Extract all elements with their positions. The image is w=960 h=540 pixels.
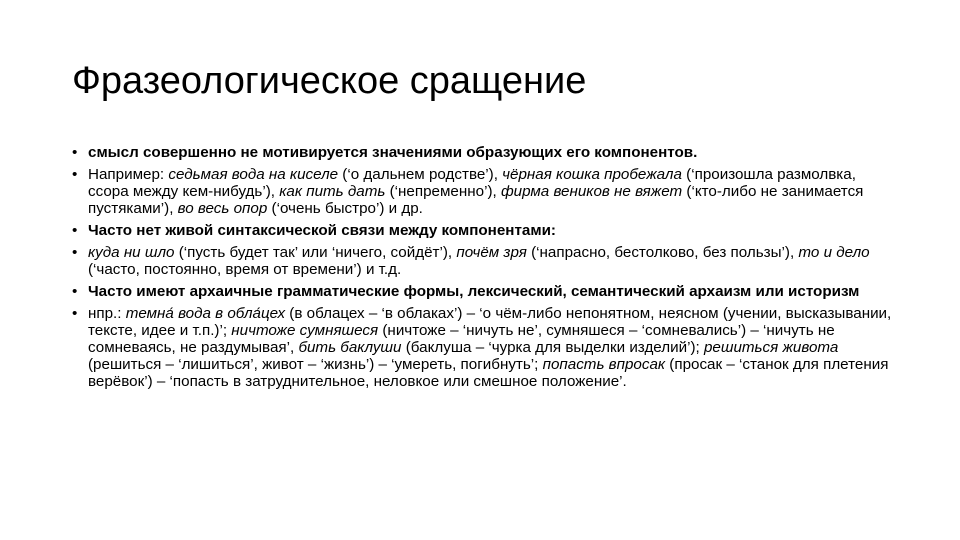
idiom-text: темна́ вода в обла́цех xyxy=(125,305,286,322)
bullet-text: (‘произошла размолвка, ссора между кем-нибудь’), xyxy=(88,166,856,200)
bullet-text: (‘кто-либо не занимается пустяками’), xyxy=(88,183,864,217)
bullet-item xyxy=(72,305,892,390)
bullet-text: (‘напрасно, бестолково, без пользы’), xyxy=(526,244,799,261)
bullet-text: (‘часто, постоянно, время от времени’) и т.д. xyxy=(88,261,402,278)
bullet-text: (решиться – ‘лишиться’, живот – ‘жизнь’) – ‘умереть, погибнуть’; xyxy=(88,356,543,373)
idiom-text: куда ни шло xyxy=(88,244,175,261)
bullet-text: смысл совершенно не мотивируется значениями образующих его компонентов. xyxy=(88,144,698,161)
bullet-list xyxy=(72,144,892,395)
idiom-text: фирма веников не вяжет xyxy=(500,183,683,200)
idiom-text: ничтоже сумняшеся xyxy=(231,322,379,339)
bullet-item xyxy=(72,222,892,239)
idiom-text: то и дело xyxy=(798,244,870,261)
bullet-text: (‘о дальнем родстве’), xyxy=(338,166,503,183)
bullet-text: Часто имеют архаичные грамматические формы, лексический, семантический архаизм или историзм xyxy=(88,283,860,300)
idiom-text: бить баклуши xyxy=(298,339,402,356)
bullet-item xyxy=(72,144,892,161)
bullet-item xyxy=(72,166,892,217)
bullet-text: нпр.: xyxy=(88,305,126,322)
slide-title: Фразеологическое сращение xyxy=(72,60,587,102)
bullet-text: Часто нет живой синтаксической связи между компонентами: xyxy=(88,222,556,239)
bullet-item xyxy=(72,283,892,300)
idiom-text: чёрная кошка пробежала xyxy=(502,166,682,183)
bullet-text: (баклуша – ‘чурка для выделки изделий’); xyxy=(401,339,704,356)
bullet-text: (в облацех – ‘в облаках’) – ‘о чём-либо непонятном, неясном (учении, высказывании, тексте, идее и т.п.)’; xyxy=(88,305,892,339)
bullet-text: (‘очень быстро’) и др. xyxy=(267,200,423,217)
bullet-text: (просак – ‘станок для плетения верёвок’) – ‘попасть в затруднительное, неловкое или смешное положение’. xyxy=(88,356,889,390)
idiom-text: седьмая вода на киселе xyxy=(168,166,339,183)
bullet-text: (‘пусть будет так’ или ‘ничего, сойдёт’), xyxy=(174,244,457,261)
idiom-text: во весь опор xyxy=(177,200,268,217)
idiom-text: почём зря xyxy=(456,244,527,261)
bullet-text: (‘непременно’), xyxy=(385,183,501,200)
bullet-text: Например: xyxy=(88,166,169,183)
bullet-text: (ничтоже – ‘ничуть не’, сумняшеся – ‘сомневались’) – ‘ничуть не сомневаясь, не раздумывая’, xyxy=(88,322,835,356)
idiom-text: попасть впросак xyxy=(542,356,666,373)
bullet-item xyxy=(72,244,892,278)
idiom-text: как пить дать xyxy=(279,183,386,200)
idiom-text: решиться живота xyxy=(703,339,839,356)
